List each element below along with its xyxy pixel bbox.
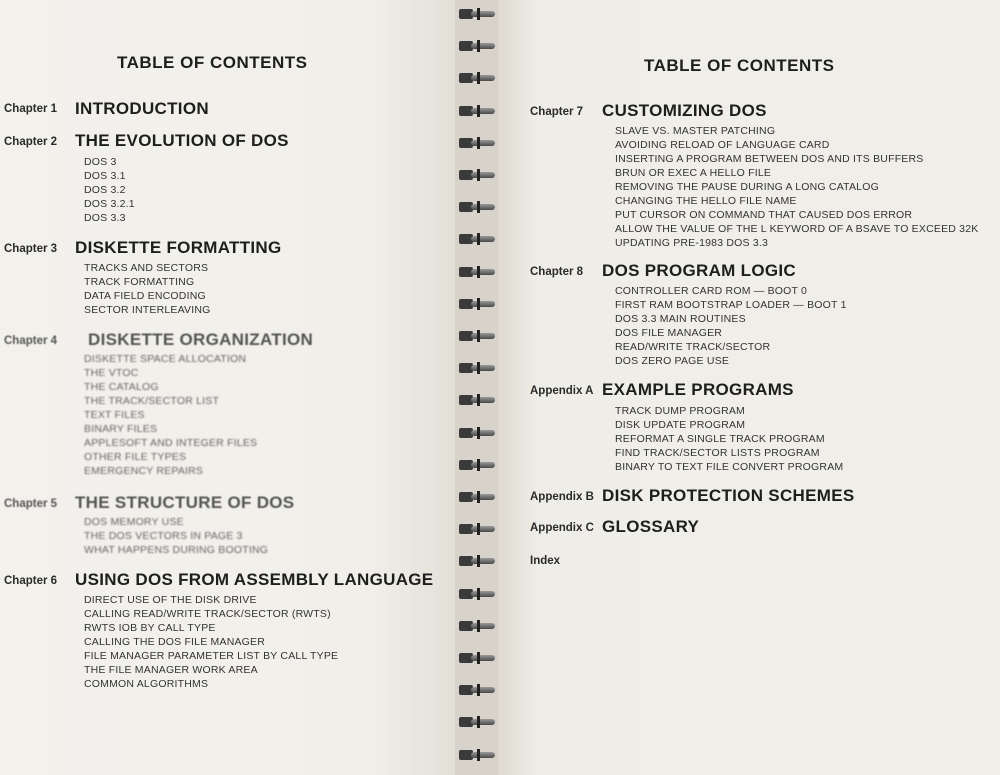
binding-ring — [459, 8, 495, 20]
list-item: FIND TRACK/SECTOR LISTS PROGRAM — [615, 447, 820, 459]
list-item: BRUN OR EXEC A HELLO FILE — [615, 167, 772, 179]
chapter-8-title: DOS PROGRAM LOGIC — [602, 261, 796, 280]
chapter-4-label: Chapter 4 — [4, 335, 58, 347]
list-item: THE FILE MANAGER WORK AREA — [84, 664, 258, 676]
appendix-b-title: DISK PROTECTION SCHEMES — [602, 486, 855, 505]
list-item: SLAVE VS. MASTER PATCHING — [615, 125, 776, 137]
list-item: DOS 3.2.1 — [84, 198, 135, 210]
list-item: EMERGENCY REPAIRS — [84, 465, 204, 477]
list-item: FIRST RAM BOOTSTRAP LOADER — BOOT 1 — [615, 299, 847, 311]
binding-ring — [459, 298, 495, 310]
list-item: TRACK DUMP PROGRAM — [615, 405, 745, 417]
list-item: TRACKS AND SECTORS — [84, 262, 209, 274]
appendix-c-label: Appendix C — [530, 522, 594, 534]
list-item: INSERTING A PROGRAM BETWEEN DOS AND ITS BUFFERS — [615, 153, 924, 165]
list-item: AVOIDING RELOAD OF LANGUAGE CARD — [615, 139, 830, 151]
list-item: THE DOS VECTORS IN PAGE 3 — [84, 530, 243, 542]
binding-ring — [459, 716, 495, 728]
chapter-2-title: THE EVOLUTION OF DOS — [75, 131, 289, 150]
chapter-7-title: CUSTOMIZING DOS — [602, 101, 767, 120]
list-item: DOS ZERO PAGE USE — [615, 355, 730, 367]
binding-ring — [459, 362, 495, 374]
left-page-title: TABLE OF CONTENTS — [117, 53, 308, 72]
list-item: BINARY FILES — [84, 423, 158, 435]
list-item: APPLESOFT AND INTEGER FILES — [84, 437, 258, 449]
list-item: REMOVING THE PAUSE DURING A LONG CATALOG — [615, 181, 879, 193]
list-item: DOS 3.2 — [84, 184, 126, 196]
list-item: TRACK FORMATTING — [84, 276, 195, 288]
binding-ring — [459, 201, 495, 213]
list-item: CHANGING THE HELLO FILE NAME — [615, 195, 797, 207]
binding-ring — [459, 394, 495, 406]
list-item: ALLOW THE VALUE OF THE L KEYWORD OF A BSAVE TO EXCEED 32K — [615, 223, 979, 235]
list-item: DOS FILE MANAGER — [615, 327, 723, 339]
chapter-6-title: USING DOS FROM ASSEMBLY LANGUAGE — [75, 570, 434, 589]
appendix-a-label: Appendix A — [530, 385, 594, 397]
list-item: PUT CURSOR ON COMMAND THAT CAUSED DOS ERROR — [615, 209, 913, 221]
binding-ring — [459, 105, 495, 117]
binding-ring — [459, 459, 495, 471]
list-item: OTHER FILE TYPES — [84, 451, 187, 463]
binding-ring — [459, 555, 495, 567]
binding-ring — [459, 491, 495, 503]
list-item: THE VTOC — [84, 367, 139, 379]
binding-ring — [459, 233, 495, 245]
appendix-c-title: GLOSSARY — [602, 517, 700, 536]
chapter-7-label: Chapter 7 — [530, 106, 584, 118]
chapter-4-title: DISKETTE ORGANIZATION — [88, 330, 314, 349]
binding-ring — [459, 620, 495, 632]
spiral-binding — [455, 0, 498, 775]
chapter-2-label: Chapter 2 — [4, 136, 58, 148]
binding-ring — [459, 40, 495, 52]
binding-ring — [459, 72, 495, 84]
list-item: UPDATING PRE-1983 DOS 3.3 — [615, 237, 769, 249]
chapter-1-label: Chapter 1 — [4, 103, 58, 115]
appendix-b-label: Appendix B — [530, 491, 594, 503]
chapter-3-title: DISKETTE FORMATTING — [75, 238, 282, 257]
list-item: REFORMAT A SINGLE TRACK PROGRAM — [615, 433, 825, 445]
chapter-1-title: INTRODUCTION — [75, 99, 209, 118]
binding-ring — [459, 330, 495, 342]
list-item: CONTROLLER CARD ROM — BOOT 0 — [615, 285, 808, 297]
binding-ring — [459, 684, 495, 696]
list-item: DATA FIELD ENCODING — [84, 290, 206, 302]
chapter-6-label: Chapter 6 — [4, 575, 58, 587]
binding-ring — [459, 588, 495, 600]
list-item: BINARY TO TEXT FILE CONVERT PROGRAM — [615, 461, 844, 473]
binding-ring — [459, 652, 495, 664]
list-item: DOS 3 — [84, 156, 117, 168]
right-page — [498, 0, 1000, 775]
chapter-8-label: Chapter 8 — [530, 266, 584, 278]
list-item: DIRECT USE OF THE DISK DRIVE — [84, 594, 257, 606]
binding-ring — [459, 169, 495, 181]
list-item: SECTOR INTERLEAVING — [84, 304, 211, 316]
binding-ring — [459, 137, 495, 149]
list-item: THE TRACK/SECTOR LIST — [84, 395, 220, 407]
list-item: FILE MANAGER PARAMETER LIST BY CALL TYPE — [84, 650, 339, 662]
list-item: DOS 3.3 — [84, 212, 126, 224]
list-item: READ/WRITE TRACK/SECTOR — [615, 341, 771, 353]
index-label: Index — [530, 555, 561, 567]
list-item: DISK UPDATE PROGRAM — [615, 419, 746, 431]
list-item: THE CATALOG — [84, 381, 159, 393]
chapter-5-title: THE STRUCTURE OF DOS — [75, 493, 295, 512]
list-item: DOS 3.3 MAIN ROUTINES — [615, 313, 746, 325]
chapter-5-label: Chapter 5 — [4, 498, 58, 510]
list-item: CALLING READ/WRITE TRACK/SECTOR (RWTS) — [84, 608, 331, 620]
appendix-a-title: EXAMPLE PROGRAMS — [602, 380, 794, 399]
list-item: TEXT FILES — [84, 409, 145, 421]
binding-ring — [459, 749, 495, 761]
list-item: DOS MEMORY USE — [84, 516, 184, 528]
binding-ring — [459, 266, 495, 278]
left-page — [0, 0, 455, 775]
list-item: DOS 3.1 — [84, 170, 126, 182]
binding-ring — [459, 523, 495, 535]
right-page-title: TABLE OF CONTENTS — [644, 56, 835, 75]
list-item: WHAT HAPPENS DURING BOOTING — [84, 544, 269, 556]
list-item: CALLING THE DOS FILE MANAGER — [84, 636, 266, 648]
list-item: RWTS IOB BY CALL TYPE — [84, 622, 216, 634]
chapter-3-label: Chapter 3 — [4, 243, 58, 255]
list-item: COMMON ALGORITHMS — [84, 678, 209, 690]
list-item: DISKETTE SPACE ALLOCATION — [84, 353, 247, 365]
binding-ring — [459, 427, 495, 439]
